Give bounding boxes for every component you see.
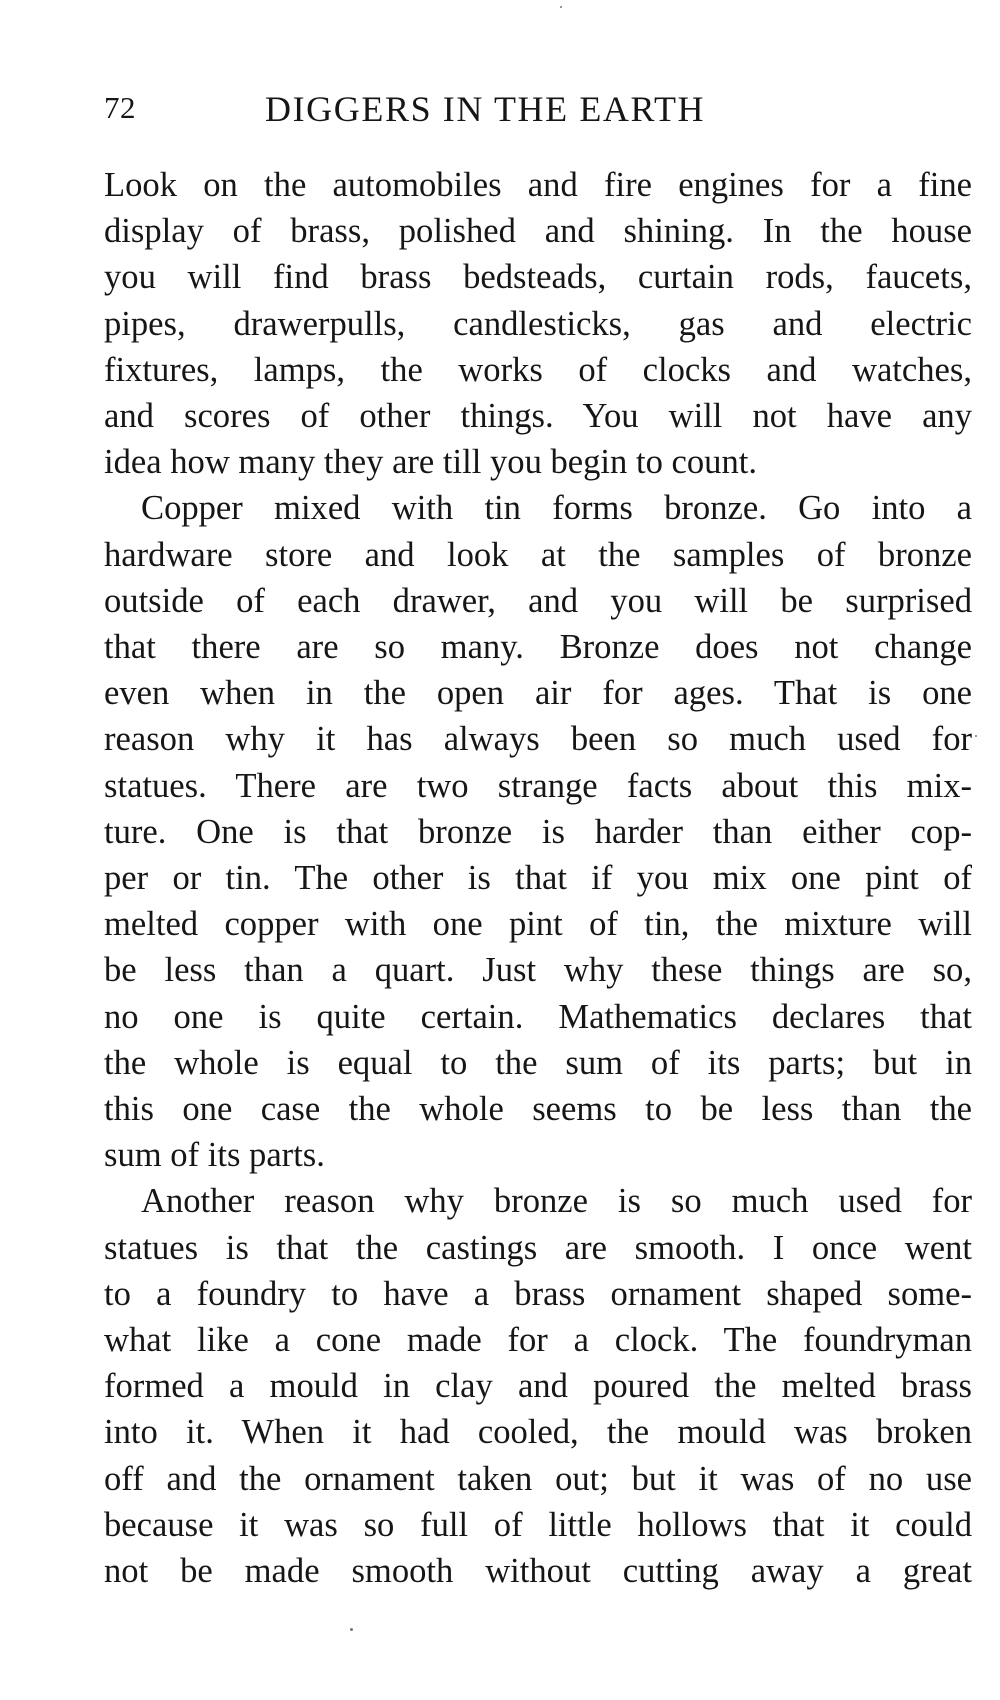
page-header	[104, 88, 974, 138]
text-line: ture. One is that bronze is harder than either cop-	[104, 812, 972, 851]
paragraph-2	[104, 485, 972, 1178]
body-text	[104, 162, 972, 1594]
text-line: this one case the whole seems to be less than the	[104, 1090, 972, 1129]
text-line: the whole is equal to the sum of its parts; but in	[104, 1043, 972, 1082]
text-line: be less than a quart. Just why these things are so,	[104, 951, 972, 990]
text-line: statues is that the castings are smooth. I once went	[104, 1228, 972, 1267]
scan-speck	[560, 6, 562, 8]
text-line: melted copper with one pint of tin, the mixture will	[104, 905, 972, 944]
text-line: display of brass, polished and shining. In the house	[104, 212, 972, 251]
text-line: off and the ornament taken out; but it was of no use	[104, 1459, 972, 1498]
text-line: not be made smooth without cutting away a great	[104, 1552, 972, 1591]
paragraph-3	[104, 1178, 972, 1594]
text-line: outside of each drawer, and you will be surprised	[104, 581, 972, 620]
text-line: fixtures, lamps, the works of clocks and watches,	[104, 350, 972, 389]
text-line: no one is quite certain. Mathematics declares that	[104, 997, 972, 1036]
text-line: Another reason why bronze is so much used for	[141, 1182, 972, 1221]
text-line: and scores of other things. You will not have any	[104, 397, 972, 436]
scan-speck	[350, 1628, 353, 1631]
paragraph-1	[104, 162, 972, 485]
text-line: into it. When it had cooled, the mould was broken	[104, 1413, 972, 1452]
text-line: hardware store and look at the samples of bronze	[104, 535, 972, 574]
text-line: you will find brass bedsteads, curtain rods, faucets,	[104, 258, 972, 297]
text-line: statues. There are two strange facts about this mix-	[104, 766, 972, 805]
text-line: reason why it has always been so much used for	[104, 720, 972, 759]
text-line: pipes, drawerpulls, candlesticks, gas and electric	[104, 304, 972, 343]
text-line: that there are so many. Bronze does not change	[104, 628, 972, 667]
scan-speck	[975, 735, 977, 737]
text-line: Look on the automobiles and fire engines for a fine	[104, 166, 972, 204]
text-line: formed a mould in clay and poured the melted brass	[104, 1367, 972, 1406]
page-number: 72	[104, 90, 136, 125]
text-line: to a foundry to have a brass ornament shaped some-	[104, 1274, 972, 1313]
text-line: sum of its parts.	[104, 1136, 325, 1175]
text-line: idea how many they are till you begin to count.	[104, 443, 757, 482]
text-line: even when in the open air for ages. That is one	[104, 674, 972, 713]
text-line: per or tin. The other is that if you mix one pint of	[104, 859, 972, 898]
text-line: because it was so full of little hollows that it could	[104, 1505, 972, 1544]
text-line: Copper mixed with tin forms bronze. Go into a	[141, 489, 972, 528]
running-title: DIGGERS IN THE EARTH	[265, 89, 706, 129]
text-line: what like a cone made for a clock. The foundryman	[104, 1321, 972, 1360]
